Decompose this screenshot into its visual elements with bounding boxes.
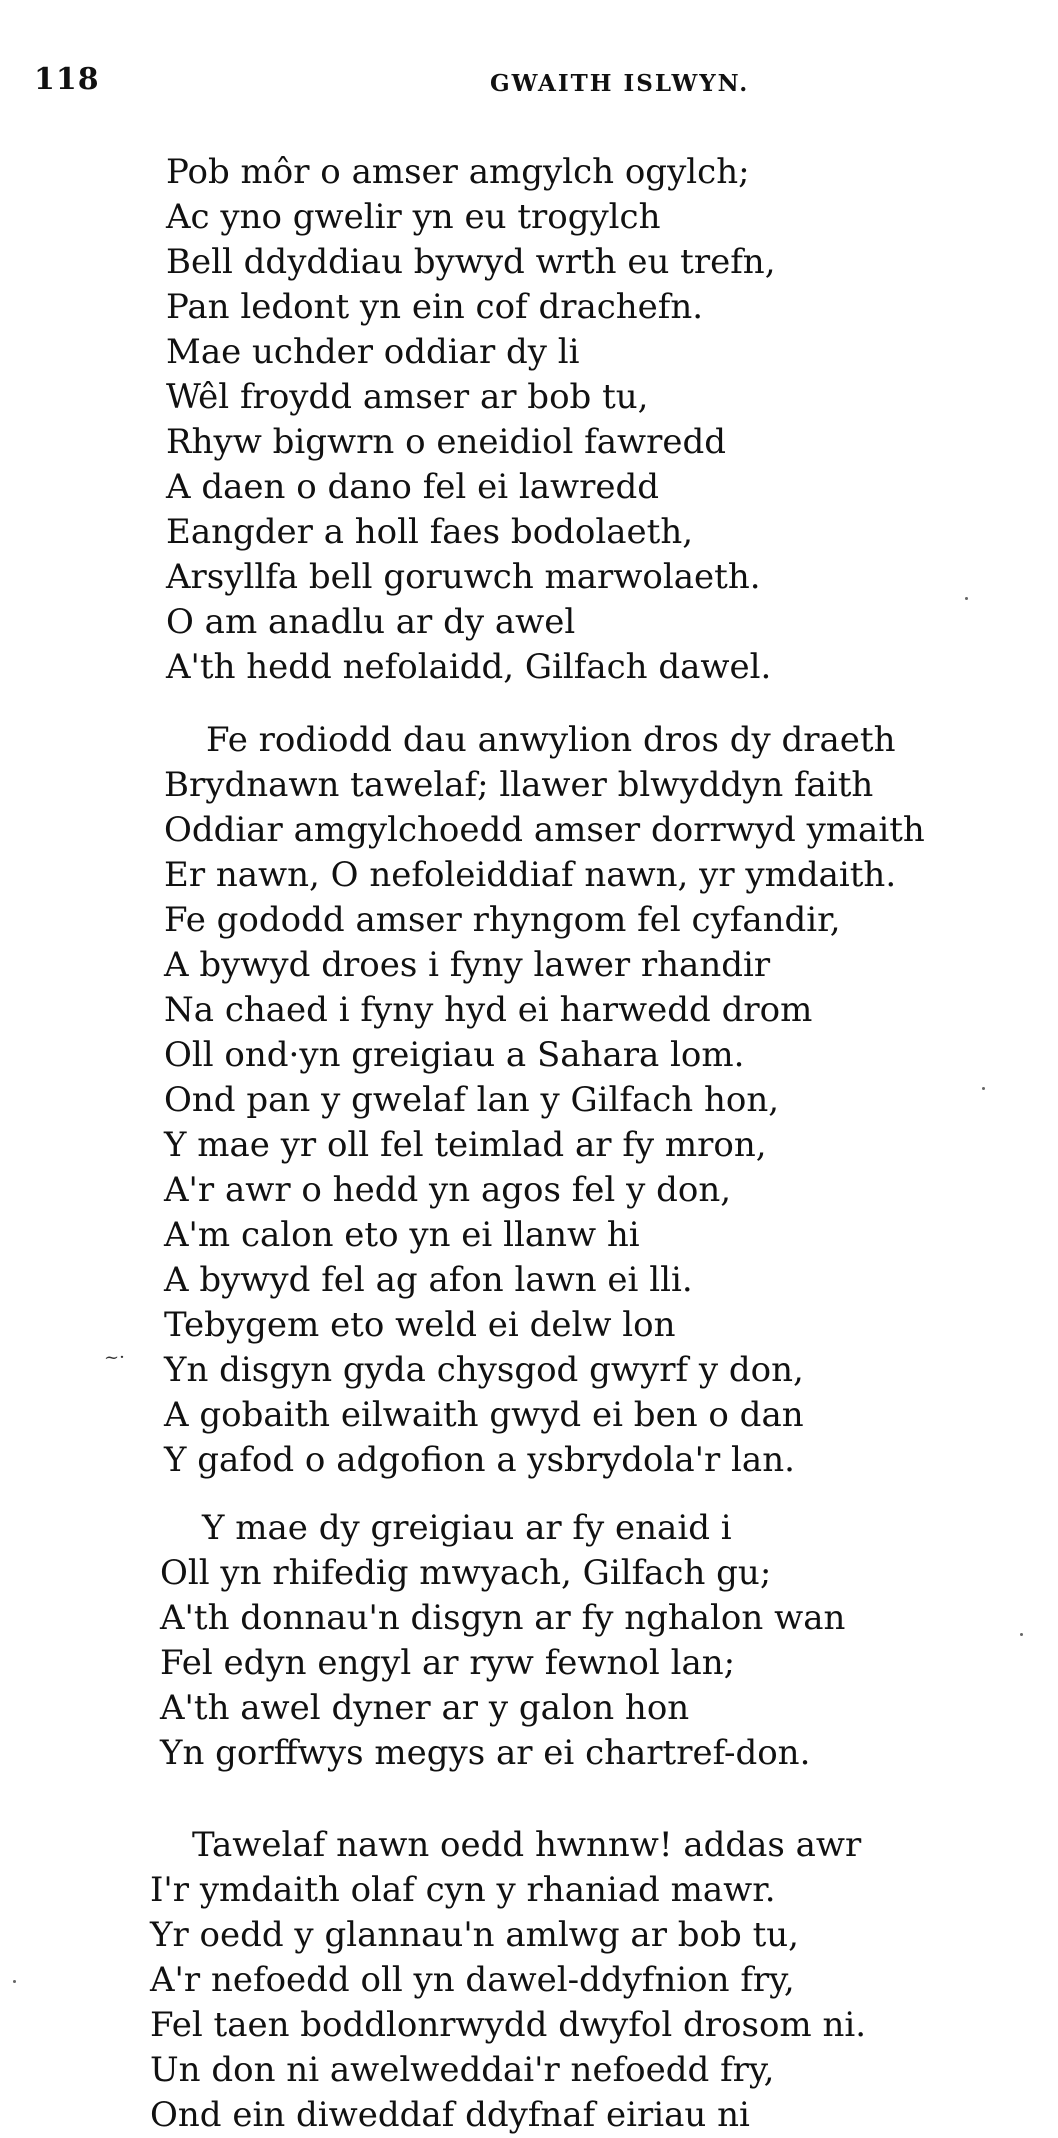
poem-line: I'r ymdaith olaf cyn y rhaniad mawr.: [150, 1870, 776, 1910]
poem-line: O am anadlu ar dy awel: [166, 602, 576, 642]
poem-line: Fel taen boddlonrwydd dwyfol drosom ni.: [150, 2005, 867, 2045]
poem-line: A'r awr o hedd yn agos fel y don,: [164, 1170, 732, 1210]
poem-line-indented: Y mae dy greigiau ar fy enaid i: [202, 1508, 732, 1548]
margin-mark: ~·: [104, 1347, 125, 1368]
poem-line: Yr oedd y glannau'n amlwg ar bob tu,: [150, 1915, 799, 1955]
stanza-2: [164, 718, 925, 1483]
poem-line: Y gafod o adgofion a ysbrydola'r lan.: [164, 1440, 795, 1480]
poem-line: A'th awel dyner ar y galon hon: [160, 1688, 690, 1728]
poem-line: A'm calon eto yn ei llanw hi: [164, 1215, 640, 1255]
poem-line: Ond ein diweddaf ddyfnaf eiriau ni: [150, 2095, 750, 2135]
poem-line: Oll ond·yn greigiau a Sahara lom.: [164, 1035, 745, 1075]
page-number: 118: [34, 62, 100, 97]
poem-line: A bywyd fel ag afon lawn ei lli.: [164, 1260, 693, 1300]
poem-line: Wêl froydd amser ar bob tu,: [166, 377, 649, 417]
poem-line: A'th donnau'n disgyn ar fy nghalon wan: [160, 1598, 846, 1638]
scan-speck: [13, 1980, 16, 1983]
poem-line: Fe gododd amser rhyngom fel cyfandir,: [164, 900, 841, 940]
poem-line: Bell ddyddiau bywyd wrth eu trefn,: [166, 242, 776, 282]
poem-line: Y mae yr oll fel teimlad ar fy mron,: [164, 1125, 767, 1165]
poem-line: Yn disgyn gyda chysgod gwyrf y don,: [164, 1350, 804, 1390]
stanza-4: [150, 1823, 866, 2138]
poem-line: Yn gorffwys megys ar ei chartref-don.: [160, 1733, 811, 1773]
poem-line-indented: Tawelaf nawn oedd hwnnw! addas awr: [192, 1825, 862, 1865]
scan-speck: [982, 1087, 985, 1090]
running-head: GWAITH ISLWYN.: [490, 70, 750, 97]
poem-line: A daen o dano fel ei lawredd: [166, 467, 660, 507]
poem-line: Brydnawn tawelaf; llawer blwyddyn faith: [164, 765, 874, 805]
poem-line: Pob môr o amser amgylch ogylch;: [166, 152, 750, 192]
poem-line: A bywyd droes i fyny lawer rhandir: [164, 945, 771, 985]
poem-line: Fel edyn engyl ar ryw fewnol lan;: [160, 1643, 736, 1683]
poem-line: A'th hedd nefolaidd, Gilfach dawel.: [166, 647, 772, 687]
poem-line: Mae uchder oddiar dy li: [166, 332, 580, 372]
poem-line: Pan ledont yn ein cof drachefn.: [166, 287, 704, 327]
poem-line: Na chaed i fyny hyd ei harwedd drom: [164, 990, 813, 1030]
poem-line: Ac yno gwelir yn eu trogylch: [166, 197, 661, 237]
poem-line: A gobaith eilwaith gwyd ei ben o dan: [164, 1395, 804, 1435]
scan-speck: [965, 597, 968, 600]
poem-line: Rhyw bigwrn o eneidiol fawredd: [166, 422, 727, 462]
poem-line: A'r nefoedd oll yn dawel-ddyfnion fry,: [150, 1960, 795, 2000]
poem-line: Un don ni awelweddai'r nefoedd fry,: [150, 2050, 775, 2090]
stanza-1: [166, 150, 776, 690]
stanza-3: [160, 1506, 845, 1776]
poem-line: Arsyllfa bell goruwch marwolaeth.: [166, 557, 761, 597]
poem-line: Oddiar amgylchoedd amser dorrwyd ymaith: [164, 810, 925, 850]
poem-line: Oll yn rhifedig mwyach, Gilfach gu;: [160, 1553, 772, 1593]
scan-speck: [1020, 1633, 1023, 1636]
poem-line: Ond pan y gwelaf lan y Gilfach hon,: [164, 1080, 780, 1120]
poem-line: Eangder a holl faes bodolaeth,: [166, 512, 694, 552]
poem-line: Tebygem eto weld ei delw lon: [164, 1305, 676, 1345]
poem-line: Er nawn, O nefoleiddiaf nawn, yr ymdaith.: [164, 855, 897, 895]
poem-line-indented: Fe rodiodd dau anwylion dros dy draeth: [206, 720, 896, 760]
